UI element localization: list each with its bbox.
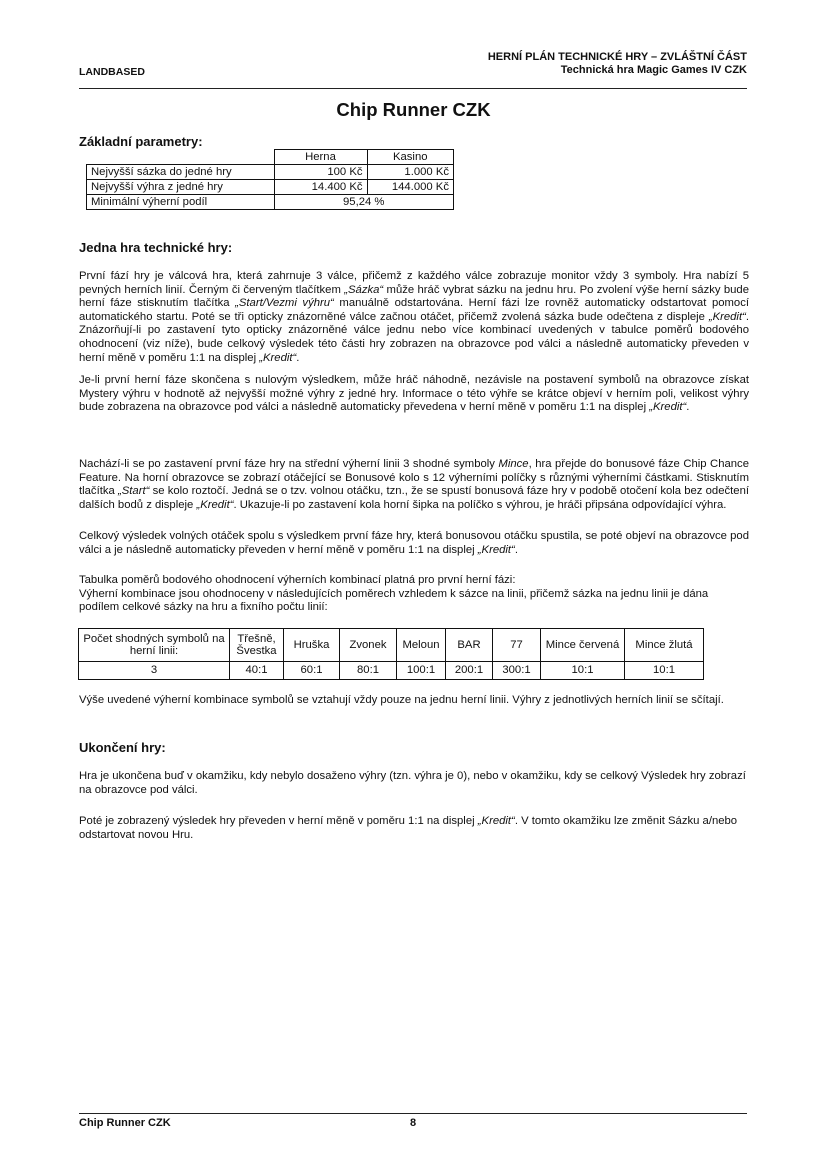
header-left-label: LANDBASED (79, 66, 145, 78)
table-header-row (87, 150, 454, 165)
page-number: 8 (410, 1117, 417, 1129)
page-title: Chip Runner CZK (336, 99, 491, 120)
table-row (87, 165, 454, 180)
header-game-series: Technická hra Magic Games IV CZK (560, 64, 747, 76)
cell-herna: 100 Kč (274, 165, 367, 180)
paragraph-mystery-win: Je-li první herní fáze skončena s nulovým výsledkem, může hráč náhodně, nezávisle na postavení symbolů na obrazovce získat Mystery výhru v hodnotě až nejvyšší možné výhry z jedné hry. Informace o této výhře se krátce objeví v herním poli, velikost výhry bude zobrazena na obrazovce pod válci a následně automaticky převedena v herní měně v poměru 1:1 na displej „Kredit“. (79, 374, 749, 414)
footer-game-title: Chip Runner CZK (79, 1117, 171, 1129)
payout-value: 40:1 (230, 662, 284, 680)
symbol-header: BAR (446, 629, 493, 662)
payout-value: 300:1 (493, 662, 541, 680)
paragraph-after-table: Výše uvedené výherní kombinace symbolů se vztahují vždy pouze na jednu herní linii. Výhry z jednotlivých herních linií se sčítají. (79, 694, 724, 706)
payout-value: 10:1 (625, 662, 704, 680)
paragraph-bonus-feature: Nachází-li se po zastavení první fáze hry na střední výherní linii 3 shodné symboly Mince, hra přejde do bonusové fáze Chip Chance Feature. Na horní obrazovce se zobrazí otáčející se Bonusové kolo s 12 výherními políčky s různými výherními částkami. Stisknutím tlačítka „Start“ se kolo roztočí. Jedná se o tzv. volnou otáčku, tzn., že se spustí bonusová fáze hry v podobě otočení kola bez odečtení dalších bodů z displeje „Kredit“. Ukazuje-li po zastavení kola horní šipka na políčko s výhrou, je hráči připsána odpovídající výhra. (79, 458, 749, 511)
paragraph-reel-game: První fází hry je válcová hra, která zahrnuje 3 válce, přičemž z každého válce zobrazuje monitor vždy 3 symboly. Hra nabízí 5 pevných herních linií. Černým či červeným tlačítkem „Sázka“ může hráč vybrat sázku na jednu hru. Po zvolení výše herní sázky bude herní fáze stisknutím tlačítka „Start/Vezmi výhru“ manuálně odstartována. Herní fázi lze rovněž automaticky odstartovat pomocí automatického startu. Poté se tři opticky znázorněné válce začnou otáčet, přičemž zvolená sázka bude odečtena z displeje „Kredit“. Znázorňují-li po zastavení tyto opticky znázorněné válce jednu nebo více kombinací uvedených v tabulce poměrů bodového ohodnocení (viz níže), bude celkový výsledek této části hry zobrazen na obrazovce pod válci a následně automaticky převeden v herní měně v poměru 1:1 na displej „Kredit“. (79, 270, 750, 364)
paragraph-game-end: Hra je ukončena buď v okamžiku, kdy nebylo dosaženo výhry (tzn. výhra je 0), nebo v okamžiku, kdy se celkový Výsledek hry zobrazí na obrazovce pod válci. (79, 770, 746, 796)
symbol-header: Hruška (284, 629, 340, 662)
paytable (78, 628, 704, 680)
payout-value: 80:1 (340, 662, 397, 680)
paytable-value-row (79, 662, 704, 680)
row-label: Nejvyšší sázka do jedné hry (87, 165, 275, 180)
row-label: Nejvyšší výhra z jedné hry (87, 180, 275, 195)
table-row (87, 180, 454, 195)
end-section-heading: Ukončení hry: (79, 740, 166, 755)
symbol-header: 77 (493, 629, 541, 662)
symbol-header: Třešně, Švestka (230, 629, 284, 662)
header-doc-type: HERNÍ PLÁN TECHNICKÉ HRY – ZVLÁŠTNÍ ČÁST (487, 51, 747, 63)
match-count: 3 (79, 662, 230, 680)
paragraph-result-transfer: Poté je zobrazený výsledek hry převeden v herní měně v poměru 1:1 na displej „Kredit“. V tomto okamžiku lze změnit Sázku a/nebo odstartovat novou Hru. (79, 815, 738, 841)
payout-value: 200:1 (446, 662, 493, 680)
header-divider (79, 88, 747, 89)
column-header: Herna (274, 150, 367, 165)
symbol-header: Mince žlutá (625, 629, 704, 662)
basic-params-table (86, 149, 454, 210)
cell-kasino: 1.000 Kč (367, 165, 454, 180)
row-label: Minimální výherní podíl (87, 195, 275, 210)
basic-params-heading: Základní parametry: (79, 134, 203, 149)
symbol-header: Meloun (397, 629, 446, 662)
cell-min-payout: 95,24 % (274, 195, 454, 210)
paragraph-free-spins-total: Celkový výsledek volných otáček spolu s výsledkem první fáze hry, která bonusovou otáčku spustila, se poté objeví na obrazovce pod válci a je následně automaticky převeden v herní měně v poměru 1:1 na displej „Kredit“. (79, 530, 749, 556)
cell-herna: 14.400 Kč (274, 180, 367, 195)
paytable-row-label: Počet shodných symbolů na herní linii: (79, 629, 230, 662)
table-row (87, 195, 454, 210)
cell-kasino: 144.000 Kč (367, 180, 454, 195)
column-header: Kasino (367, 150, 454, 165)
symbol-header: Mince červená (541, 629, 625, 662)
payout-value: 60:1 (284, 662, 340, 680)
payout-value: 10:1 (541, 662, 625, 680)
paragraph-paytable-intro: Tabulka poměrů bodového ohodnocení výherních kombinací platná pro první herní fázi: Výherní kombinace jsou ohodnoceny v následujících poměrech vzhledem k sázce na linii, přičemž sázka na jednu linii je dána podílem celkové sázky na hru a fixního počtu linií: (79, 574, 709, 614)
paytable-header-row (79, 629, 704, 662)
header-right-block (488, 51, 747, 77)
footer-divider (79, 1113, 747, 1114)
symbol-header: Zvonek (340, 629, 397, 662)
game-section-heading: Jedna hra technické hry: (79, 240, 233, 255)
payout-value: 100:1 (397, 662, 446, 680)
